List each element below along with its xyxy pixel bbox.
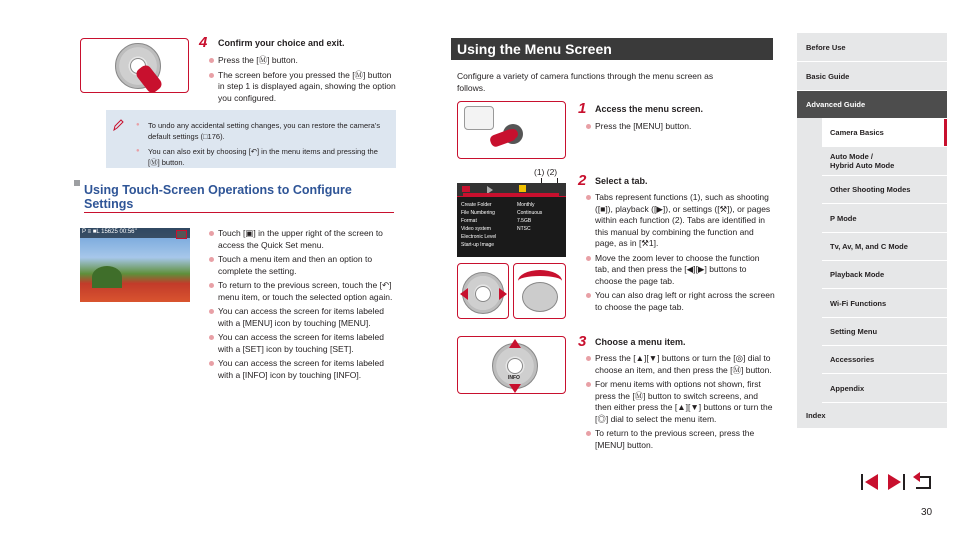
menu-row[interactable] (461, 225, 561, 233)
menu-row-label: File Numbering (461, 210, 495, 216)
dial-label: INFO (508, 375, 520, 381)
nav-item-playback-mode[interactable]: Playback Mode (822, 261, 947, 288)
nav-item-camera-basics[interactable]: Camera Basics (822, 119, 947, 146)
chapter-nav (797, 33, 954, 428)
left-arrow-icon (460, 288, 468, 300)
zoom-lever-illustration (457, 263, 509, 319)
prev-arrow-icon (860, 472, 880, 492)
menu-row[interactable] (461, 201, 561, 209)
step-bullets (585, 192, 775, 316)
settings-tab-icon[interactable] (519, 185, 526, 192)
menu-row-value: 7.5GB (517, 218, 532, 224)
finger-pointer (489, 128, 518, 148)
zoom-ring-illustration (513, 263, 566, 319)
control-dial-illustration (457, 336, 566, 394)
intro-text: Configure a variety of camera functions through the menu screen as follows. (457, 71, 714, 93)
note-box (106, 110, 396, 168)
bullet-item: You can access the screen for items labeled with a [SET] icon by touching [SET]. (208, 332, 396, 355)
quick-set-icon[interactable] (176, 230, 187, 239)
return-icon (912, 472, 934, 492)
nav-item-index[interactable]: Index (797, 403, 947, 428)
menu-row[interactable] (461, 233, 561, 241)
bullet-item: Press the [Ⓜ] button. (208, 55, 396, 67)
step-bullets (585, 353, 775, 454)
menu-row-label: Format (461, 218, 477, 224)
bullet-item: Press the [▲][▼] buttons or turn the [◎] dial to choose an item, and then press the [Ⓜ] button. (585, 353, 775, 376)
prev-page-button[interactable] (860, 472, 880, 492)
page-number: 30 (921, 507, 933, 518)
bullet-item: Tabs represent functions (1), such as shooting ([■]), playback ([▶]), or settings ([⚒]), or pages within each function (2). Tabs are identified in this manual by combining the function and page, as in [⚒1]. (585, 192, 775, 250)
note-item: ● To undo any accidental setting changes, you can restore the camera’s default settings (□176). (134, 120, 389, 142)
nav-item-accessories[interactable]: Accessories (822, 346, 947, 373)
touch-bullets (208, 228, 396, 384)
menu-list (461, 201, 561, 249)
bullet-item: Touch [▣] in the upper right of the screen to access the Quick Set menu. (208, 228, 396, 251)
nav-item-p-mode[interactable]: P Mode (822, 204, 947, 232)
nav-item-basic-guide[interactable]: Basic Guide (797, 62, 947, 90)
touch-screen-photo (80, 228, 190, 302)
bullet-item: You can access the screen for items labeled with a [INFO] icon by touching [INFO]. (208, 358, 396, 381)
nav-item-appendix[interactable]: Appendix (822, 374, 947, 402)
bullet-item: To return to the previous screen, touch the [↶] menu item, or touch the selected option again. (208, 280, 396, 303)
step-title: Select a tab. (595, 176, 648, 186)
camera-back-illustration (457, 101, 566, 159)
step-title: Choose a menu item. (595, 337, 686, 347)
nav-item-auto-mode[interactable]: Auto Mode / Hybrid Auto Mode (822, 147, 947, 175)
section-marker (74, 180, 80, 186)
nav-item-wifi-functions[interactable]: Wi-Fi Functions (822, 289, 947, 317)
step-number: 4 (199, 34, 208, 51)
bullet-item: You can access the screen for items labeled with a [MENU] icon by touching [MENU]. (208, 306, 396, 329)
bullet-item: Press the [MENU] button. (585, 121, 775, 133)
return-button[interactable] (912, 472, 934, 492)
nav-item-before-use[interactable]: Before Use (797, 33, 947, 61)
next-arrow-icon (886, 472, 906, 492)
right-arrow-icon (499, 288, 507, 300)
page-tabs[interactable] (463, 193, 559, 196)
rotate-arrow-icon (518, 270, 562, 292)
menu-row-label: Create Folder (461, 202, 492, 208)
menu-row-label: Start-up Image (461, 242, 495, 248)
next-page-button[interactable] (886, 472, 906, 492)
menu-row[interactable] (461, 241, 561, 249)
menu-row[interactable] (461, 217, 561, 225)
nav-item-setting-menu[interactable]: Setting Menu (822, 318, 947, 345)
step-title: Access the menu screen. (595, 104, 704, 114)
screen-status-text: P ≡ ■L 15625 00:56’’ (82, 229, 138, 235)
nav-item-advanced-guide[interactable]: Advanced Guide (797, 91, 947, 118)
nav-item-tv-av-m-c-mode[interactable]: Tv, Av, M, and C Mode (822, 233, 947, 260)
menu-row[interactable] (461, 209, 561, 217)
up-arrow-icon (509, 339, 521, 348)
pencil-icon (112, 118, 124, 132)
menu-row-label: Video system (461, 226, 491, 232)
section-rule (84, 212, 394, 213)
nav-item-other-shooting-modes[interactable]: Other Shooting Modes (822, 176, 947, 203)
step-number: 2 (578, 172, 587, 189)
down-arrow-icon (509, 384, 521, 393)
step-title: Confirm your choice and exit. (218, 38, 345, 48)
note-item: ● You can also exit by choosing [↶] in the menu items and pressing the [Ⓜ] button. (134, 146, 389, 168)
menu-row-value: NTSC (517, 226, 531, 232)
bullet-item: The screen before you pressed the [Ⓜ] button in step 1 is displayed again, showing the option you configured. (208, 70, 396, 105)
page-title: Using the Menu Screen (451, 38, 773, 60)
step-number: 3 (578, 333, 587, 350)
bullet-item: Touch a menu item and then an option to complete the setting. (208, 254, 396, 277)
bullet-item: Move the zoom lever to choose the function tab, and then press the [◀][▶] buttons to choose the page tab. (585, 253, 775, 288)
menu-row-label: Electronic Level (461, 234, 497, 240)
camera-tab-icon[interactable] (462, 186, 470, 192)
step-number: 1 (578, 100, 587, 117)
menu-row-value: Monthly (517, 202, 535, 208)
menu-row-value: Continuous (517, 210, 543, 216)
confirm-dial-illustration (80, 38, 189, 93)
step-bullets (585, 121, 775, 136)
bullet-item: You can also drag left or right across the screen to choose the page tab. (585, 290, 775, 313)
bullet-item: To return to the previous screen, press the [MENU] button. (585, 428, 775, 451)
menu-screen (457, 183, 566, 257)
bullet-item: For menu items with options not shown, first press the [Ⓜ] button to switch screens, and then either press the [▲][▼] buttons or turn the [◎] dial to select the menu item. (585, 379, 775, 425)
step-bullets (208, 55, 396, 107)
section-heading: Using Touch-Screen Operations to Configure Settings (84, 183, 352, 211)
tab-callout: (1) (2) (534, 167, 558, 177)
